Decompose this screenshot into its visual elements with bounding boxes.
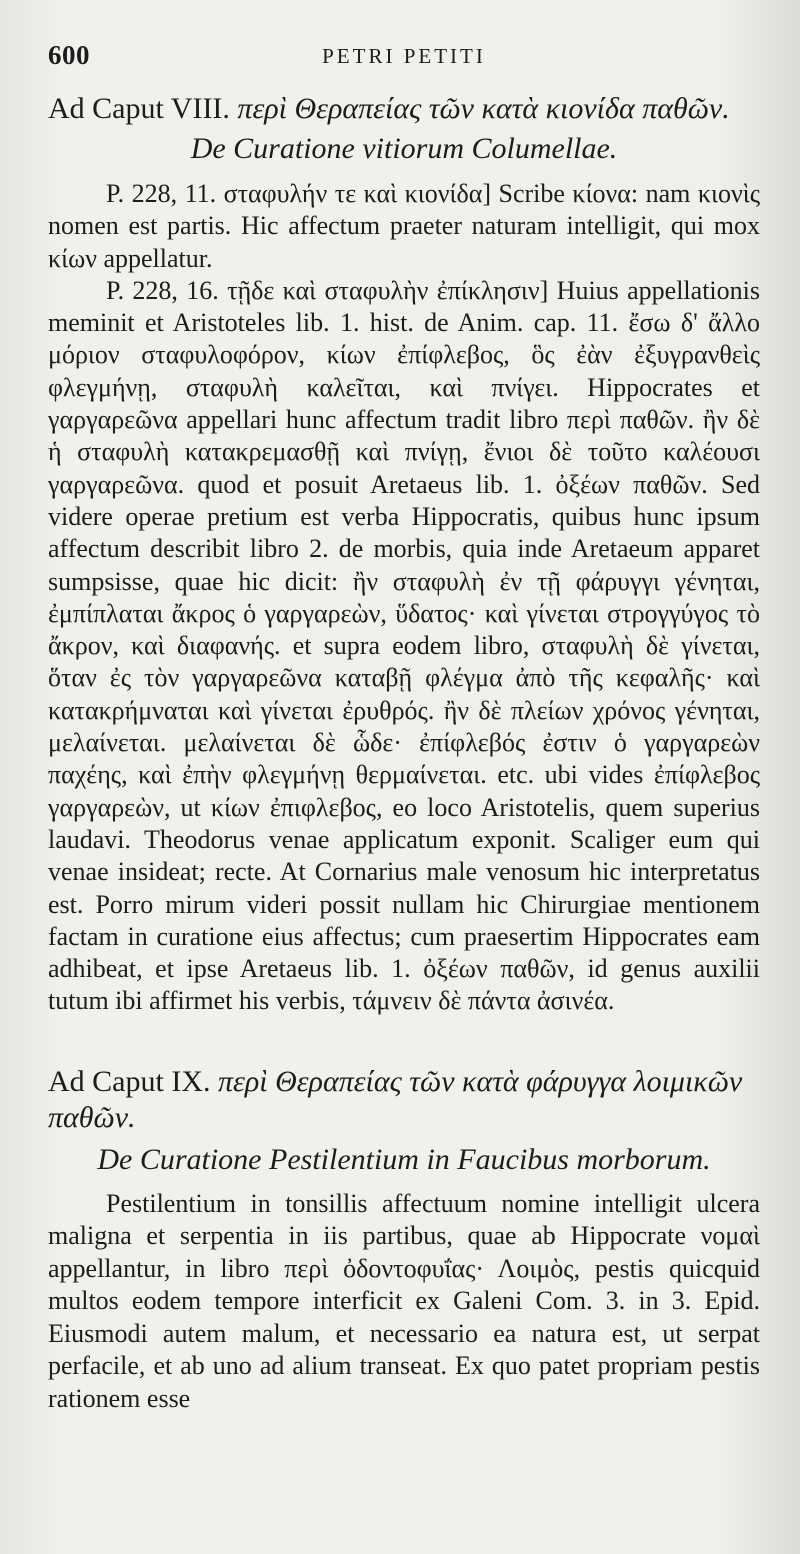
heading-label: Ad Caput IX. [48, 1064, 211, 1098]
page-header [48, 40, 760, 76]
section-heading-caput-viii [48, 92, 760, 126]
heading-greek: περὶ Θεραπείας τῶν κατὰ κιονίδα παθῶν. [237, 92, 730, 125]
heading-greek: περὶ Θεραπείας τῶν κατὰ φάρυγγα λοιμικῶν παθῶν. [48, 1064, 743, 1134]
section-subheading: De Curatione vitiorum Columellae. [190, 132, 618, 165]
section-spacer [48, 1018, 760, 1064]
section-subheading: De Curatione Pestilentium in Faucibus morborum. [97, 1142, 711, 1176]
page-number: 600 [48, 40, 90, 70]
section-heading-caput-ix [48, 1064, 760, 1136]
commentary-paragraph: P. 228, 16. τῇδε καὶ σταφυλὴν ἐπίκλησιν] Huius appellationis meminit et Aristoteles lib. 1. hist. de Anim. cap. 11. ἔσω δ' ἄλλο μόριον σταφυλοφόρον, κίων ἐπίφλεβος, ὃς ἐὰν ἐξυγρανθεὶς φλεγμήνῃ, σταφυλὴ καλεῖται, καὶ πνίγει. Hippocrates et γαργαρεῶνα appellari hunc affectum tradit libro περὶ παθῶν. ἢν δὲ ἡ σταφυλὴ κατακρεμασθῇ καὶ πνίγῃ, ἔνιοι δὲ τοῦτο καλέουσι γαργαρεῶνα. quod et posuit Aretaeus lib. 1. ὀξέων παθῶν. Sed videre operae pretium est verba Hippocratis, quibus hunc ipsum affectum describit libro 2. de morbis, quia inde Aretaeum apparet sumpsisse, quae hic dicit: ἢν σταφυλὴ ἐν τῇ φάρυγγι γένηται, ἐμπίπλαται ἄκρος ὁ γαργαρεὼν, ὕδατος· καὶ γίνεται στρογγύγος τὸ ἄκρον, καὶ διαφανής. et supra eodem libro, σταφυλὴ δὲ γίνεται, ὅταν ἐς τὸν γαργαρεῶνα καταβῇ φλέγμα ἀπὸ τῆς κεφαλῆς· καὶ κατακρήμναται καὶ γίνεται ἐρυθρός. ἢν δὲ πλείων χρόνος γένηται, μελαίνεται. μελαίνεται δὲ ὧδε· ἐπίφλεβός ἐστιν ὁ γαργαρεὼν παχέης, καὶ ἐπὴν φλεγμήνῃ θερμαίνεται. etc. ubi vides ἐπίφλεβος γαργαρεὼν, ut κίων ἐπιφλεβος, eo loco Aristotelis, quem superius laudavi. Theodorus venae applicatum exponit. Scaliger eum qui venae insideat; recte. At Cornarius male venosum hic interpretatus est. Porro mirum videri possit nullam hic Chirurgiae mentionem factam in curatione eius affectus; cum praesertim Hippocrates eam adhibeat, et ipse Aretaeus lib. 1. ὀξέων παθῶν, id genus auxilii tutum ibi affirmet his verbis, τάμνειν δὲ πάντα ἀσινέα. [48, 275, 760, 1016]
running-title: PETRI PETITI [322, 44, 486, 68]
page-body [48, 92, 760, 1415]
commentary-paragraph: Pestilentium in tonsillis affectuum nomine intelligit ulcera maligna et serpentia in iis partibus, quae ab Hippocrate νομαὶ appellantur, in libro περὶ ὀδοντοφυΐας· Λοιμὸς, pestis quicquid multos eodem tempore interficit ex Galeni Com. 3. in 3. Epid. Eiusmodi autem malum, et necessario ea natura est, ut serpat perfacile, et ab uno ad alium transeat. Ex quo patet propriam pestis rationem esse [48, 1188, 760, 1413]
commentary-paragraph: P. 228, 11. σταφυλήν τε καὶ κιονίδα] Scribe κίονα: nam κιονὶς nomen est partis. Hic affectum praeter naturam intelligit, qui mox κίων appellatur. [48, 179, 760, 273]
heading-label: Ad Caput VIII. [48, 92, 230, 125]
